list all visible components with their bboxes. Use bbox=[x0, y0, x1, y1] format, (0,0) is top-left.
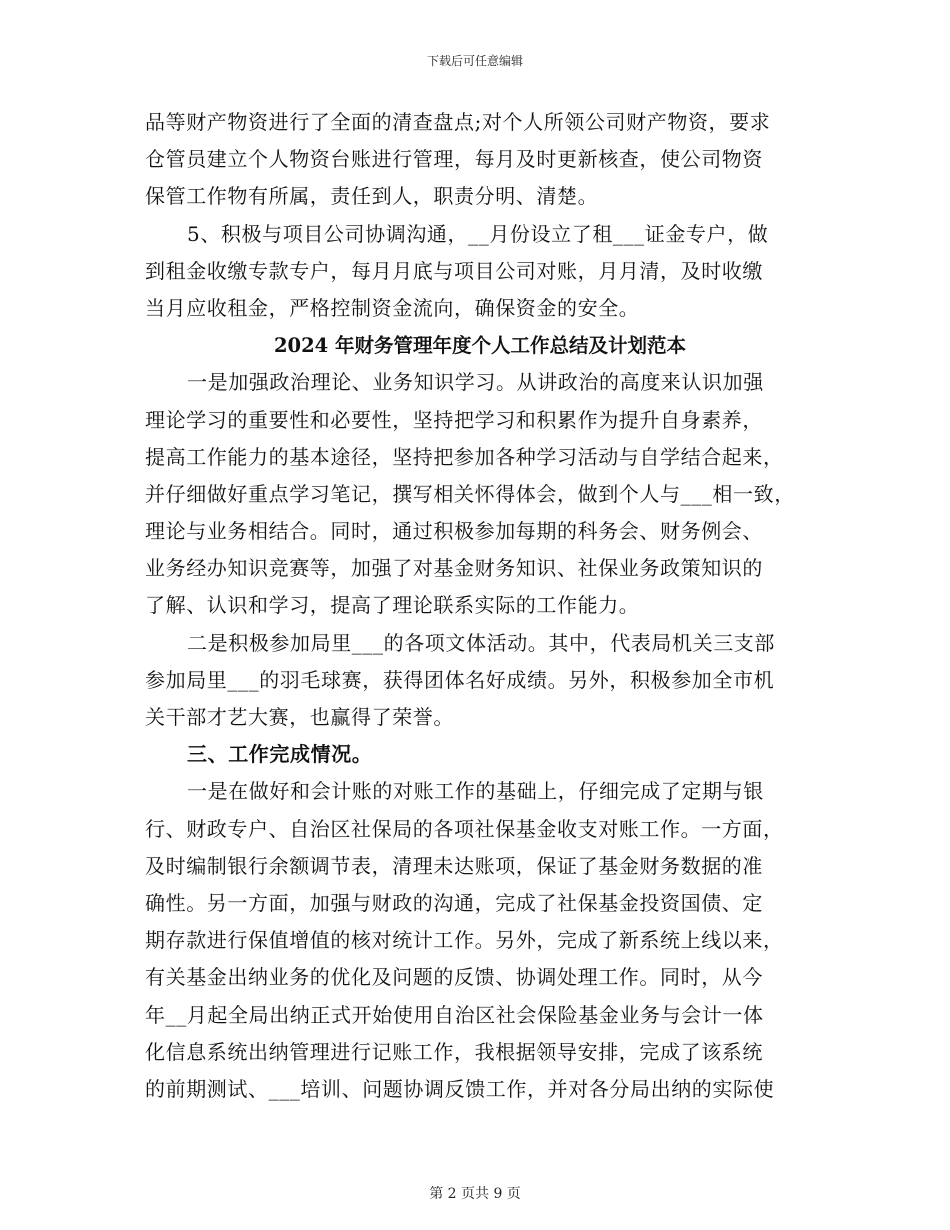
page-header: 下载后可任意编辑 bbox=[426, 54, 523, 68]
text-line: 到租金收缴专款专户，每月月底与项目公司对账，月月清，及时收缴 bbox=[145, 258, 763, 283]
text-line: 业务经办知识竞赛等，加强了对基金财务知识、社保业务政策知识的 bbox=[145, 556, 763, 581]
page-footer: 第 2 页共 9 页 bbox=[429, 1186, 521, 1202]
section-title: 2024 年财务管理年度个人工作总结及计划范本 bbox=[273, 334, 687, 358]
text-line: 一是加强政治理论、业务知识学习。从讲政治的高度来认识加强 bbox=[187, 370, 764, 395]
text-line: 保管工作物有所属，责任到人，职责分明、清楚。 bbox=[145, 184, 599, 209]
text-line: 一是在做好和会计账的对账工作的基础上，仔细完成了定期与银 bbox=[187, 779, 764, 804]
text-line: 理论与业务相结合。同时，通过积极参加每期的科务会、财务例会、 bbox=[145, 519, 763, 544]
text-line: 理论学习的重要性和必要性，坚持把学习和积累作为提升自身素养， bbox=[145, 407, 763, 432]
text-line: 参加局里___的羽毛球赛，获得团体名好成绩。另外，积极参加全市机 bbox=[145, 667, 775, 692]
text-line: 期存款进行保值增值的核对统计工作。另外，完成了新系统上线以来， bbox=[145, 928, 784, 953]
text-line: 仓管员建立个人物资台账进行管理，每月及时更新核查，使公司物资 bbox=[145, 147, 763, 172]
text-line: 年__月起全局出纳正式开始使用自治区社会保险基金业务与会计一体 bbox=[145, 1002, 764, 1027]
text-line: 二是积极参加局里___的各项文体活动。其中，代表局机关三支部 bbox=[187, 630, 775, 655]
text-line: 化信息系统出纳管理进行记账工作，我根据领导安排，完成了该系统 bbox=[145, 1039, 763, 1064]
text-line: 有关基金出纳业务的优化及问题的反馈、协调处理工作。同时，从今 bbox=[145, 965, 763, 990]
document-body bbox=[145, 104, 815, 1108]
text-line: 关干部才艺大赛，也赢得了荣誉。 bbox=[145, 705, 454, 729]
text-line: 了解、认识和学习，提高了理论联系实际的工作能力。 bbox=[145, 593, 640, 618]
text-line: 提高工作能力的基本途径，坚持把参加各种学习活动与自学结合起来， bbox=[145, 444, 784, 469]
text-line: 三、工作完成情况。 bbox=[187, 742, 373, 767]
text-line: 5、积极与项目公司协调沟通，__月份设立了租___证金专户，做 bbox=[187, 221, 769, 246]
text-line: 品等财产物资进行了全面的清查盘点;对个人所领公司财产物资，要求 bbox=[145, 110, 771, 134]
text-line: 行、财政专户、自治区社保局的各项社保基金收支对账工作。一方面， bbox=[145, 816, 784, 841]
text-line: 的前期测试、___培训、问题协调反馈工作，并对各分局出纳的实际使 bbox=[145, 1076, 775, 1101]
text-line: 当月应收租金，严格控制资金流向，确保资金的安全。 bbox=[145, 295, 640, 320]
text-line: 及时编制银行余额调节表，清理未达账项，保证了基金财务数据的准 bbox=[145, 853, 763, 878]
text-line: 确性。另一方面，加强与财政的沟通，完成了社保基金投资国债、定 bbox=[145, 890, 763, 915]
text-line: 并仔细做好重点学习笔记，撰写相关怀得体会，做到个人与___相一致， bbox=[145, 481, 795, 506]
